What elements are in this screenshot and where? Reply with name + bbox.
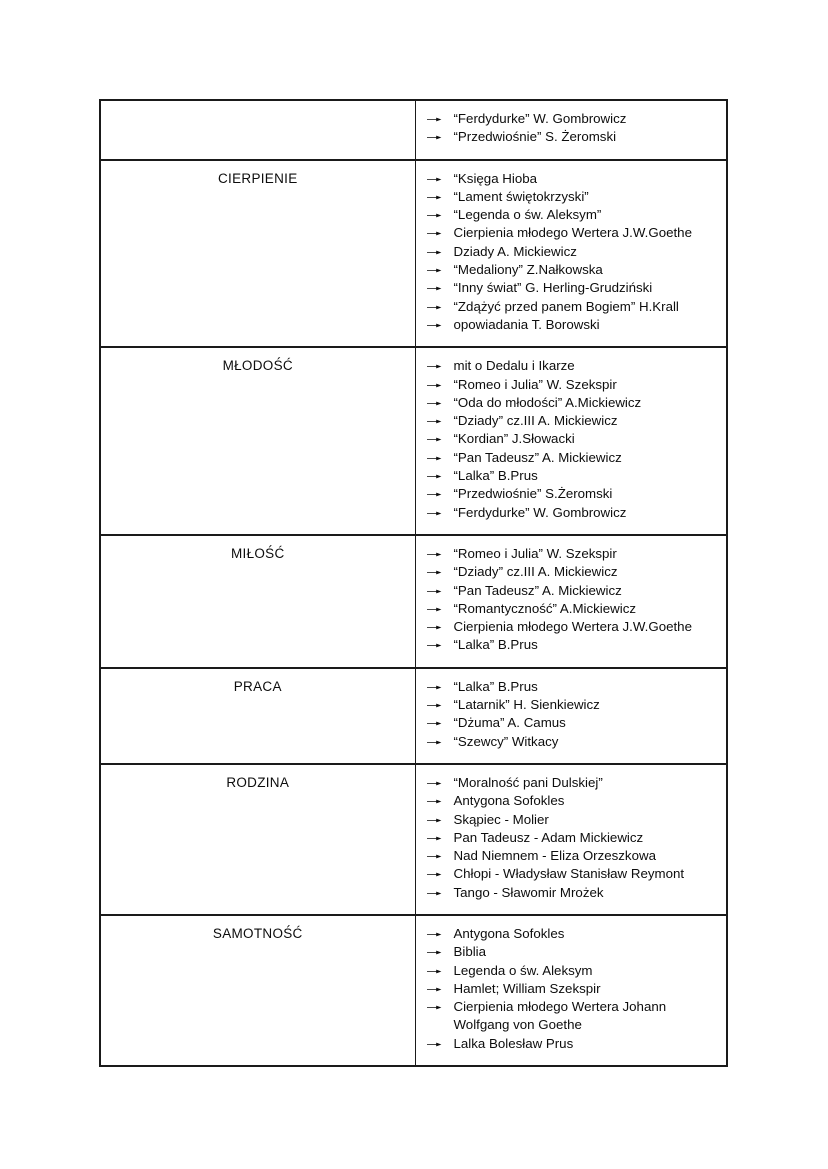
list-item [426,376,721,394]
list-item [426,962,721,980]
list-item [426,261,721,279]
list-item [426,412,721,430]
work-title: “Latarnik” H. Sienkiewicz [453,697,600,713]
right-arrow-icon [427,636,447,650]
right-arrow-icon [427,1035,447,1049]
work-title: Skąpiec - Molier [453,811,549,827]
category-cell [100,668,415,764]
list-item [426,128,721,146]
work-title: Tango - Sławomir Mrożek [453,884,604,900]
list-item [426,1035,721,1053]
work-title: “Dżuma” A. Camus [453,715,566,731]
works-list [426,925,721,1053]
right-arrow-icon [427,998,447,1012]
work-title: opowiadania T. Borowski [453,316,600,332]
works-cell [415,160,727,348]
category-cell [100,764,415,915]
right-arrow-icon [427,962,447,976]
right-arrow-icon [427,449,447,463]
works-cell [415,100,727,160]
list-item [426,865,721,883]
right-arrow-icon [427,943,447,957]
list-item [426,980,721,998]
right-arrow-icon [427,467,447,481]
list-item [426,430,721,448]
list-item [426,582,721,600]
work-title: “Zdążyć przed panem Bogiem” H.Krall [453,298,679,314]
list-item [426,636,721,654]
works-list [426,357,721,522]
table-row [100,347,727,535]
work-title: Antygona Sofokles [453,925,565,941]
works-list [426,774,721,902]
work-title: “Lalka” B.Prus [453,678,538,694]
work-title: “Oda do młodości” A.Mickiewicz [453,394,642,410]
list-item [426,998,721,1035]
right-arrow-icon [427,170,447,184]
table-row [100,535,727,668]
list-item [426,678,721,696]
right-arrow-icon [427,980,447,994]
work-title: “Przedwiośnie” S. Żeromski [453,129,617,145]
list-item [426,545,721,563]
works-cell [415,668,727,764]
right-arrow-icon [427,430,447,444]
category-label: MIŁOŚĆ [230,545,285,561]
right-arrow-icon [427,188,447,202]
work-title: Cierpienia młodego Wertera J.W.Goethe [453,225,692,241]
category-label: PRACA [233,678,282,694]
category-cell [100,535,415,668]
works-list [426,678,721,751]
list-item [426,792,721,810]
right-arrow-icon [427,128,447,142]
work-title: “Lament świętokrzyski” [453,188,589,204]
work-title: “Ferdydurke” W. Gombrowicz [453,504,627,520]
list-item [426,811,721,829]
work-title: “Legenda o św. Aleksym” [453,207,602,223]
work-title: “Przedwiośnie” S.Żeromski [453,486,613,502]
right-arrow-icon [427,224,447,238]
literary-motifs-table [99,99,728,1067]
right-arrow-icon [427,696,447,710]
list-item [426,563,721,581]
list-item [426,733,721,751]
list-item [426,943,721,961]
right-arrow-icon [427,243,447,257]
work-title: Chłopi - Władysław Stanisław Reymont [453,866,685,882]
work-title: “Dziady” cz.III A. Mickiewicz [453,564,618,580]
right-arrow-icon [427,733,447,747]
right-arrow-icon [427,829,447,843]
right-arrow-icon [427,600,447,614]
list-item [426,316,721,334]
category-cell [100,160,415,348]
right-arrow-icon [427,618,447,632]
list-item [426,298,721,316]
work-title: “Lalka” B.Prus [453,637,538,653]
right-arrow-icon [427,504,447,518]
works-cell [415,915,727,1066]
work-title: “Moralność pani Dulskiej” [453,774,603,790]
list-item [426,829,721,847]
work-title: “Szewcy” Witkacy [453,733,559,749]
table-row [100,160,727,348]
list-item [426,696,721,714]
right-arrow-icon [427,316,447,330]
list-item [426,774,721,792]
right-arrow-icon [427,279,447,293]
works-cell [415,347,727,535]
right-arrow-icon [427,792,447,806]
work-title: “Pan Tadeusz” A. Mickiewicz [453,582,622,598]
work-title: Cierpienia młodego Wertera Johann Wolfgang von Goethe [453,999,667,1033]
table-row [100,764,727,915]
list-item [426,357,721,375]
work-title: “Księga Hioba [453,170,538,186]
work-title: “Lalka” B.Prus [453,468,538,484]
works-cell [415,535,727,668]
list-item [426,394,721,412]
right-arrow-icon [427,545,447,559]
list-item [426,224,721,242]
work-title: “Romeo i Julia” W. Szekspir [453,376,617,392]
category-label: MŁODOŚĆ [222,358,293,374]
right-arrow-icon [427,811,447,825]
category-label: RODZINA [226,774,290,790]
work-title: “Romeo i Julia” W. Szekspir [453,545,617,561]
category-cell [100,100,415,160]
right-arrow-icon [427,394,447,408]
right-arrow-icon [427,774,447,788]
work-title: “Dziady” cz.III A. Mickiewicz [453,413,618,429]
list-item [426,206,721,224]
right-arrow-icon [427,678,447,692]
work-title: “Pan Tadeusz” A. Mickiewicz [453,449,622,465]
right-arrow-icon [427,485,447,499]
work-title: “Kordian” J.Słowacki [453,431,575,447]
works-list [426,545,721,655]
list-item [426,110,721,128]
right-arrow-icon [427,884,447,898]
list-item [426,170,721,188]
works-list [426,170,721,335]
right-arrow-icon [427,412,447,426]
list-item [426,925,721,943]
right-arrow-icon [427,261,447,275]
list-item [426,485,721,503]
motifs-table-wrapper [99,99,728,1067]
work-title: mit o Dedalu i Ikarze [453,358,575,374]
table-row [100,915,727,1066]
list-item [426,188,721,206]
right-arrow-icon [427,206,447,220]
work-title: “Inny świat” G. Herling-Grudziński [453,280,653,296]
works-list [426,110,721,147]
right-arrow-icon [427,376,447,390]
work-title: Biblia [453,944,487,960]
right-arrow-icon [427,925,447,939]
work-title: Cierpienia młodego Wertera J.W.Goethe [453,619,692,635]
table-row [100,100,727,160]
category-cell [100,915,415,1066]
right-arrow-icon [427,563,447,577]
list-item [426,243,721,261]
work-title: “Ferdydurke” W. Gombrowicz [453,111,627,126]
right-arrow-icon [427,582,447,596]
right-arrow-icon [427,110,447,124]
work-title: Antygona Sofokles [453,793,565,809]
right-arrow-icon [427,847,447,861]
work-title: “Medaliony” Z.Nałkowska [453,262,603,278]
right-arrow-icon [427,714,447,728]
work-title: Nad Niemnem - Eliza Orzeszkowa [453,848,656,864]
category-cell [100,347,415,535]
work-title: Dziady A. Mickiewicz [453,243,577,259]
right-arrow-icon [427,865,447,879]
list-item [426,884,721,902]
category-label: SAMOTNOŚĆ [212,925,303,941]
table-body [100,100,727,1066]
work-title: Pan Tadeusz - Adam Mickiewicz [453,829,644,845]
list-item [426,600,721,618]
works-cell [415,764,727,915]
work-title: Legenda o św. Aleksym [453,962,593,978]
work-title: Lalka Bolesław Prus [453,1035,574,1051]
category-label: CIERPIENIE [217,170,298,186]
list-item [426,449,721,467]
list-item [426,504,721,522]
right-arrow-icon [427,298,447,312]
list-item [426,467,721,485]
table-row [100,668,727,764]
list-item [426,618,721,636]
work-title: “Romantyczność” A.Mickiewicz [453,600,637,616]
right-arrow-icon [427,357,447,371]
list-item [426,714,721,732]
list-item [426,847,721,865]
list-item [426,279,721,297]
work-title: Hamlet; William Szekspir [453,980,601,996]
